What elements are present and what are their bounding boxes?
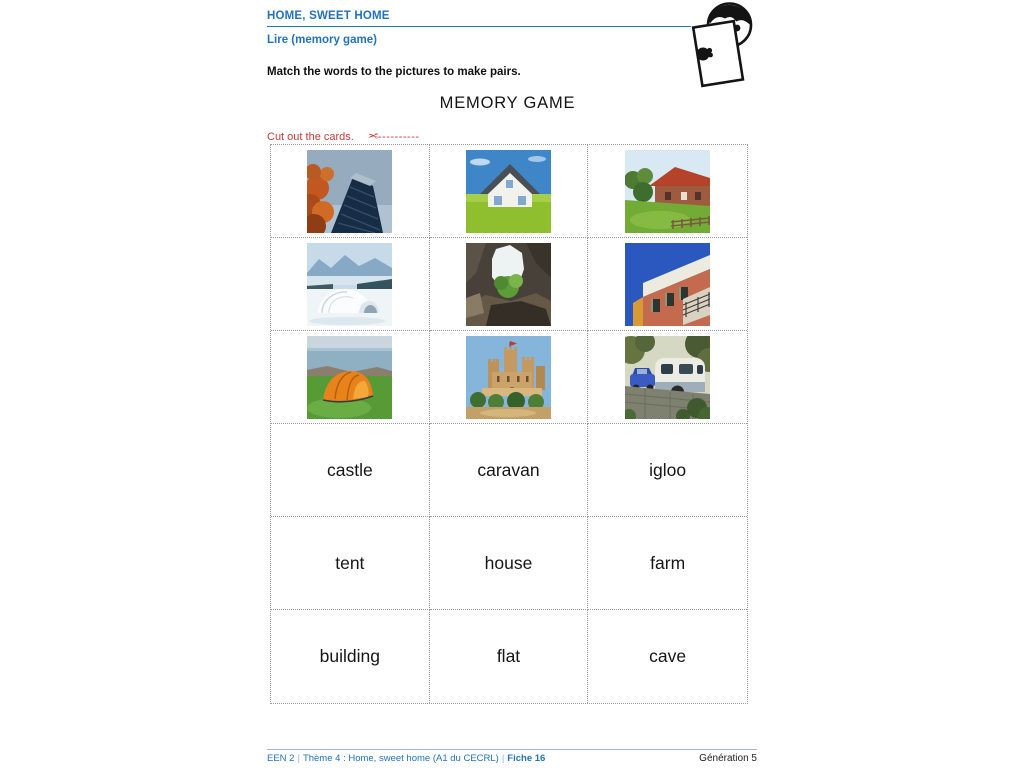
- card-word-farm: [588, 517, 747, 610]
- card-flat-photo: [588, 238, 747, 331]
- footer-collection: EEN 2: [267, 753, 295, 764]
- word-label: castle: [326, 459, 373, 480]
- page-title: HOME, SWEET HOME: [267, 10, 691, 27]
- farm-photo-icon: [625, 150, 710, 233]
- igloo-photo-icon: [307, 243, 392, 326]
- card-house-photo: [430, 145, 589, 238]
- card-word-caravan: [430, 424, 589, 517]
- footer-theme: Thème 4 : Home, sweet home (A1 du CECRL): [302, 753, 499, 764]
- card-word-flat: [430, 610, 589, 703]
- word-label: building: [319, 646, 380, 666]
- word-label: flat: [496, 646, 521, 666]
- card-word-tent: [271, 517, 430, 610]
- word-label: house: [484, 552, 533, 573]
- card-caravan-photo: [588, 331, 747, 424]
- card-farm-photo: [588, 145, 747, 238]
- word-label: igloo: [649, 459, 687, 480]
- word-label: cave: [649, 646, 687, 666]
- card-cave-photo: [430, 238, 589, 331]
- card-tent-photo: [271, 331, 430, 424]
- tent-photo-icon: [307, 336, 392, 419]
- footer-publisher: Génération 5: [699, 753, 757, 764]
- footer-separator: |: [501, 753, 505, 764]
- card-word-cave: [588, 610, 747, 703]
- card-word-igloo: [588, 424, 747, 517]
- card-word-house: [430, 517, 589, 610]
- cut-dashes: ----------: [377, 131, 420, 143]
- caravan-shape: [655, 358, 705, 392]
- cut-instruction-label: Cut out the cards.: [267, 131, 354, 143]
- building-photo-icon: [307, 150, 392, 233]
- memory-card-grid: [270, 144, 748, 704]
- footer-separator: |: [297, 753, 300, 764]
- game-title: MEMORY GAME: [439, 94, 576, 112]
- castle-photo-icon: [466, 336, 551, 419]
- word-label: farm: [650, 552, 686, 573]
- cave-photo-icon: [466, 243, 551, 326]
- card-word-castle: [271, 424, 430, 517]
- footer-fiche: Fiche 16: [507, 753, 546, 764]
- card-igloo-photo: [271, 238, 430, 331]
- word-label: tent: [335, 552, 365, 573]
- card-castle-photo: [430, 331, 589, 424]
- caravan-photo-icon: [625, 336, 710, 419]
- activity-subtitle: Lire (memory game): [267, 34, 377, 46]
- cut-instruction-row: [267, 129, 420, 143]
- house-photo-icon: [466, 150, 551, 233]
- word-label: caravan: [477, 459, 540, 480]
- card-word-building: [271, 610, 430, 703]
- instruction-text: Match the words to the pictures to make pairs.: [267, 66, 521, 78]
- flat-photo-icon: [625, 243, 710, 326]
- scissors-icon: ✂: [367, 129, 378, 143]
- page-footer: [267, 749, 757, 764]
- footer-reference: [267, 753, 545, 764]
- mascot-reading-icon: [683, 1, 755, 93]
- card-building-photo: [271, 145, 430, 238]
